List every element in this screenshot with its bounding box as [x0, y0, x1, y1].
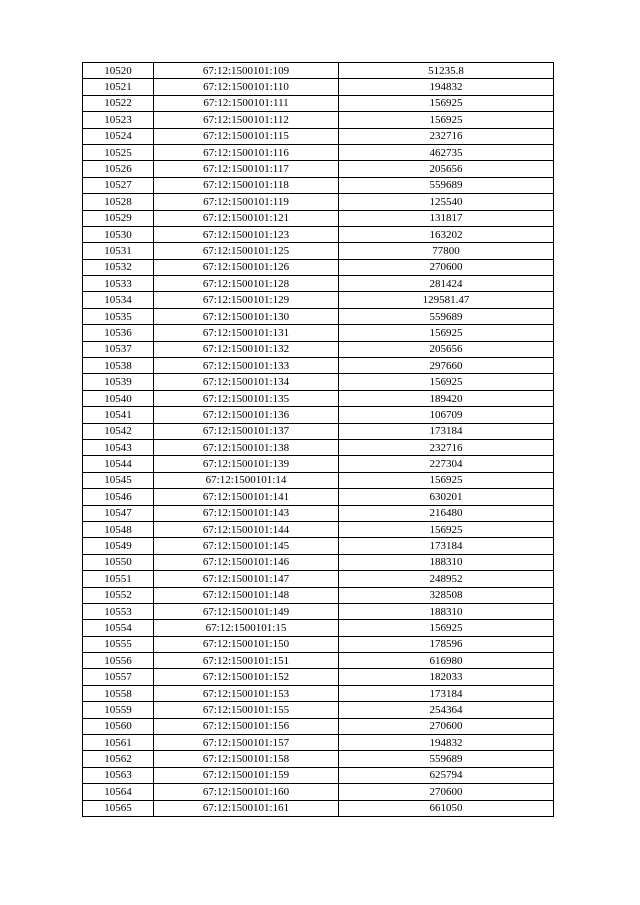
table-row	[83, 259, 554, 275]
cadastral-number-cell: 67:12:1500101:160	[154, 784, 339, 800]
table-row	[83, 308, 554, 324]
value-cell: 156925	[339, 95, 554, 111]
value-cell: 178596	[339, 636, 554, 652]
value-cell: 232716	[339, 439, 554, 455]
cadastral-number-cell: 67:12:1500101:149	[154, 603, 339, 619]
table-row	[83, 161, 554, 177]
row-number-cell: 10558	[83, 685, 154, 701]
cadastral-number-cell: 67:12:1500101:109	[154, 63, 339, 79]
parcel-table	[82, 62, 554, 817]
cadastral-number-cell: 67:12:1500101:152	[154, 669, 339, 685]
cadastral-number-cell: 67:12:1500101:115	[154, 128, 339, 144]
cadastral-number-cell: 67:12:1500101:151	[154, 653, 339, 669]
value-cell: 194832	[339, 735, 554, 751]
row-number-cell: 10557	[83, 669, 154, 685]
row-number-cell: 10541	[83, 407, 154, 423]
row-number-cell: 10530	[83, 226, 154, 242]
value-cell: 270600	[339, 784, 554, 800]
cadastral-number-cell: 67:12:1500101:134	[154, 374, 339, 390]
value-cell: 462735	[339, 144, 554, 160]
cadastral-number-cell: 67:12:1500101:141	[154, 489, 339, 505]
value-cell: 248952	[339, 571, 554, 587]
table-body	[83, 63, 554, 817]
table-row	[83, 636, 554, 652]
table-row	[83, 669, 554, 685]
table-row	[83, 554, 554, 570]
table-row	[83, 423, 554, 439]
row-number-cell: 10545	[83, 472, 154, 488]
table-row	[83, 358, 554, 374]
table-row	[83, 521, 554, 537]
value-cell: 328508	[339, 587, 554, 603]
row-number-cell: 10553	[83, 603, 154, 619]
table-row	[83, 784, 554, 800]
cadastral-number-cell: 67:12:1500101:133	[154, 358, 339, 374]
table-row	[83, 603, 554, 619]
value-cell: 232716	[339, 128, 554, 144]
table-row	[83, 374, 554, 390]
row-number-cell: 10520	[83, 63, 154, 79]
table-row	[83, 177, 554, 193]
value-cell: 661050	[339, 800, 554, 816]
value-cell: 173184	[339, 423, 554, 439]
value-cell: 182033	[339, 669, 554, 685]
value-cell: 173184	[339, 685, 554, 701]
row-number-cell: 10563	[83, 767, 154, 783]
value-cell: 156925	[339, 620, 554, 636]
cadastral-number-cell: 67:12:1500101:126	[154, 259, 339, 275]
row-number-cell: 10526	[83, 161, 154, 177]
row-number-cell: 10523	[83, 112, 154, 128]
row-number-cell: 10552	[83, 587, 154, 603]
row-number-cell: 10542	[83, 423, 154, 439]
value-cell: 173184	[339, 538, 554, 554]
value-cell: 156925	[339, 325, 554, 341]
table-row	[83, 144, 554, 160]
row-number-cell: 10555	[83, 636, 154, 652]
table-row	[83, 276, 554, 292]
row-number-cell: 10528	[83, 194, 154, 210]
table-row	[83, 702, 554, 718]
value-cell: 51235.8	[339, 63, 554, 79]
value-cell: 297660	[339, 358, 554, 374]
value-cell: 131817	[339, 210, 554, 226]
row-number-cell: 10544	[83, 456, 154, 472]
value-cell: 270600	[339, 718, 554, 734]
cadastral-number-cell: 67:12:1500101:132	[154, 341, 339, 357]
cadastral-number-cell: 67:12:1500101:153	[154, 685, 339, 701]
row-number-cell: 10559	[83, 702, 154, 718]
cadastral-number-cell: 67:12:1500101:139	[154, 456, 339, 472]
row-number-cell: 10536	[83, 325, 154, 341]
cadastral-number-cell: 67:12:1500101:112	[154, 112, 339, 128]
row-number-cell: 10562	[83, 751, 154, 767]
row-number-cell: 10529	[83, 210, 154, 226]
row-number-cell: 10531	[83, 243, 154, 259]
cadastral-number-cell: 67:12:1500101:155	[154, 702, 339, 718]
row-number-cell: 10532	[83, 259, 154, 275]
row-number-cell: 10539	[83, 374, 154, 390]
value-cell: 205656	[339, 161, 554, 177]
table-row	[83, 735, 554, 751]
cadastral-number-cell: 67:12:1500101:137	[154, 423, 339, 439]
table-row	[83, 620, 554, 636]
row-number-cell: 10551	[83, 571, 154, 587]
value-cell: 156925	[339, 521, 554, 537]
cadastral-number-cell: 67:12:1500101:119	[154, 194, 339, 210]
value-cell: 188310	[339, 554, 554, 570]
cadastral-number-cell: 67:12:1500101:15	[154, 620, 339, 636]
table-row	[83, 538, 554, 554]
table-row	[83, 456, 554, 472]
table-row	[83, 489, 554, 505]
cadastral-number-cell: 67:12:1500101:117	[154, 161, 339, 177]
table-row	[83, 95, 554, 111]
table-row	[83, 685, 554, 701]
row-number-cell: 10525	[83, 144, 154, 160]
cadastral-number-cell: 67:12:1500101:129	[154, 292, 339, 308]
table-row	[83, 226, 554, 242]
row-number-cell: 10537	[83, 341, 154, 357]
row-number-cell: 10546	[83, 489, 154, 505]
row-number-cell: 10564	[83, 784, 154, 800]
cadastral-number-cell: 67:12:1500101:144	[154, 521, 339, 537]
row-number-cell: 10527	[83, 177, 154, 193]
value-cell: 625794	[339, 767, 554, 783]
row-number-cell: 10556	[83, 653, 154, 669]
row-number-cell: 10540	[83, 390, 154, 406]
value-cell: 194832	[339, 79, 554, 95]
value-cell: 156925	[339, 112, 554, 128]
row-number-cell: 10565	[83, 800, 154, 816]
row-number-cell: 10522	[83, 95, 154, 111]
table-row	[83, 63, 554, 79]
table-row	[83, 292, 554, 308]
value-cell: 559689	[339, 751, 554, 767]
value-cell: 254364	[339, 702, 554, 718]
table-row	[83, 718, 554, 734]
value-cell: 630201	[339, 489, 554, 505]
cadastral-number-cell: 67:12:1500101:110	[154, 79, 339, 95]
table-row	[83, 751, 554, 767]
cadastral-number-cell: 67:12:1500101:136	[154, 407, 339, 423]
table-row	[83, 407, 554, 423]
row-number-cell: 10524	[83, 128, 154, 144]
value-cell: 129581.47	[339, 292, 554, 308]
table-row	[83, 800, 554, 816]
table-row	[83, 341, 554, 357]
cadastral-number-cell: 67:12:1500101:125	[154, 243, 339, 259]
value-cell: 270600	[339, 259, 554, 275]
row-number-cell: 10533	[83, 276, 154, 292]
table-row	[83, 390, 554, 406]
value-cell: 189420	[339, 390, 554, 406]
cadastral-number-cell: 67:12:1500101:130	[154, 308, 339, 324]
cadastral-number-cell: 67:12:1500101:147	[154, 571, 339, 587]
table-row	[83, 505, 554, 521]
cadastral-number-cell: 67:12:1500101:157	[154, 735, 339, 751]
table-row	[83, 325, 554, 341]
value-cell: 156925	[339, 472, 554, 488]
cadastral-number-cell: 67:12:1500101:128	[154, 276, 339, 292]
cadastral-number-cell: 67:12:1500101:150	[154, 636, 339, 652]
cadastral-number-cell: 67:12:1500101:146	[154, 554, 339, 570]
row-number-cell: 10538	[83, 358, 154, 374]
table-row	[83, 210, 554, 226]
cadastral-number-cell: 67:12:1500101:161	[154, 800, 339, 816]
table-row	[83, 128, 554, 144]
cadastral-number-cell: 67:12:1500101:143	[154, 505, 339, 521]
table-row	[83, 472, 554, 488]
cadastral-number-cell: 67:12:1500101:14	[154, 472, 339, 488]
row-number-cell: 10543	[83, 439, 154, 455]
value-cell: 205656	[339, 341, 554, 357]
table-row	[83, 243, 554, 259]
value-cell: 156925	[339, 374, 554, 390]
table-row	[83, 439, 554, 455]
table-row	[83, 587, 554, 603]
value-cell: 616980	[339, 653, 554, 669]
cadastral-number-cell: 67:12:1500101:111	[154, 95, 339, 111]
table-row	[83, 767, 554, 783]
table-row	[83, 653, 554, 669]
value-cell: 559689	[339, 177, 554, 193]
row-number-cell: 10550	[83, 554, 154, 570]
row-number-cell: 10534	[83, 292, 154, 308]
cadastral-number-cell: 67:12:1500101:123	[154, 226, 339, 242]
value-cell: 77800	[339, 243, 554, 259]
cadastral-number-cell: 67:12:1500101:138	[154, 439, 339, 455]
cadastral-number-cell: 67:12:1500101:159	[154, 767, 339, 783]
table-row	[83, 194, 554, 210]
row-number-cell: 10561	[83, 735, 154, 751]
value-cell: 216480	[339, 505, 554, 521]
cadastral-number-cell: 67:12:1500101:156	[154, 718, 339, 734]
row-number-cell: 10560	[83, 718, 154, 734]
row-number-cell: 10548	[83, 521, 154, 537]
cadastral-number-cell: 67:12:1500101:145	[154, 538, 339, 554]
table-row	[83, 571, 554, 587]
cadastral-number-cell: 67:12:1500101:135	[154, 390, 339, 406]
row-number-cell: 10521	[83, 79, 154, 95]
cadastral-number-cell: 67:12:1500101:121	[154, 210, 339, 226]
cadastral-number-cell: 67:12:1500101:116	[154, 144, 339, 160]
table-row	[83, 79, 554, 95]
row-number-cell: 10535	[83, 308, 154, 324]
table-row	[83, 112, 554, 128]
cadastral-number-cell: 67:12:1500101:148	[154, 587, 339, 603]
row-number-cell: 10549	[83, 538, 154, 554]
value-cell: 281424	[339, 276, 554, 292]
cadastral-number-cell: 67:12:1500101:118	[154, 177, 339, 193]
value-cell: 559689	[339, 308, 554, 324]
value-cell: 106709	[339, 407, 554, 423]
value-cell: 125540	[339, 194, 554, 210]
cadastral-number-cell: 67:12:1500101:131	[154, 325, 339, 341]
value-cell: 188310	[339, 603, 554, 619]
row-number-cell: 10547	[83, 505, 154, 521]
row-number-cell: 10554	[83, 620, 154, 636]
value-cell: 163202	[339, 226, 554, 242]
cadastral-number-cell: 67:12:1500101:158	[154, 751, 339, 767]
value-cell: 227304	[339, 456, 554, 472]
